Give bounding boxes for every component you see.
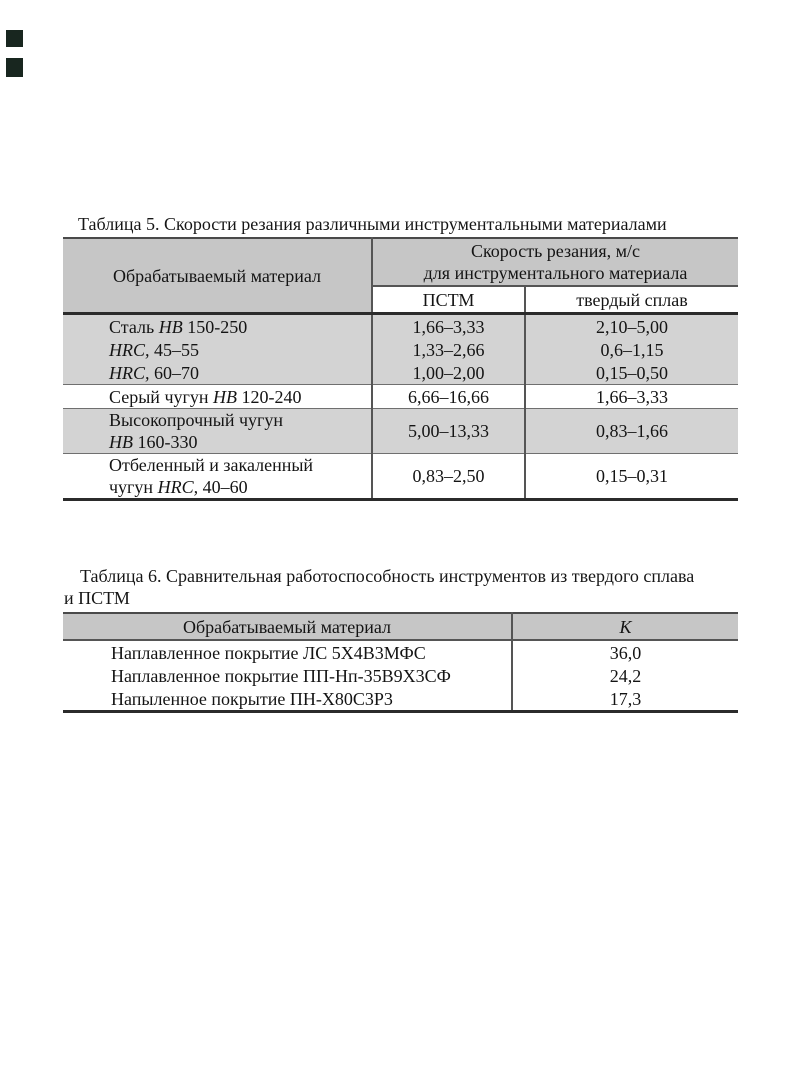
table-row (63, 361, 738, 385)
table-row (63, 385, 738, 409)
material-cell: Наплавленное покрытие ПП-Нп-35В9Х3СФ (111, 665, 451, 686)
k-value-cell: 24,2 (512, 664, 738, 687)
table6-tool-performance (63, 612, 738, 713)
table5-header-speed-line1: Скорость резания, м/с (470, 241, 641, 261)
material-cell: HRC, 45–55 (63, 338, 372, 361)
table6-title-line1: Таблица 6. Сравнительная работоспособность инструментов из твердого сплава (80, 566, 695, 586)
pstm-value-cell: 1,66–3,33 (372, 314, 525, 339)
material-cell: Отбеленный и закаленный чугун HRC, 40–60 (109, 455, 314, 497)
table6-header-k (512, 613, 738, 640)
k-value-cell: 17,3 (512, 687, 738, 712)
table-row (63, 454, 738, 500)
table-row (63, 314, 738, 339)
table5-header-row-1 (63, 238, 738, 286)
table5-title: Таблица 5. Скорости резания различными инструментальными материалами (78, 214, 667, 234)
scan-mark-square (6, 58, 23, 77)
table5-cutting-speeds (63, 237, 738, 501)
table-row (63, 664, 738, 687)
table5-header-carbide: твердый сплав (525, 286, 738, 314)
carbide-value-cell: 0,83–1,66 (525, 409, 738, 454)
pstm-value-cell: 5,00–13,33 (372, 409, 525, 454)
material-cell: Сталь HB 150-250 (63, 314, 372, 339)
pstm-value-cell: 1,33–2,66 (372, 338, 525, 361)
material-cell: Серый чугун HB 120-240 (63, 385, 372, 409)
table6-header-material: Обрабатываемый материал (63, 613, 512, 640)
scan-mark-square (6, 30, 23, 47)
table-row (63, 409, 738, 454)
table5-header-material: Обрабатываемый материал (63, 238, 372, 314)
carbide-value-cell: 1,66–3,33 (525, 385, 738, 409)
table5-header-speed-line2: для инструментального материала (423, 263, 688, 283)
carbide-value-cell: 0,6–1,15 (525, 338, 738, 361)
k-value-cell: 36,0 (512, 640, 738, 664)
table5-header-speed-group (372, 238, 738, 286)
material-cell: Наплавленное покрытие ЛС 5Х4В3МФС (111, 642, 426, 663)
table-row (63, 687, 738, 712)
table-row (63, 338, 738, 361)
carbide-value-cell: 0,15–0,50 (525, 361, 738, 385)
table5-header-pstm: ПСТМ (372, 286, 525, 314)
pstm-value-cell: 1,00–2,00 (372, 361, 525, 385)
table-row (63, 640, 738, 664)
pstm-value-cell: 6,66–16,66 (372, 385, 525, 409)
material-cell: Высокопрочный чугун HB 160-330 (63, 409, 372, 454)
pstm-value-cell: 0,83–2,50 (372, 454, 525, 500)
table5-body (63, 314, 738, 500)
carbide-value-cell: 0,15–0,31 (525, 454, 738, 500)
table6-header-row (63, 613, 738, 640)
material-cell: Напыленное покрытие ПН-Х80С3Р3 (111, 688, 393, 709)
carbide-value-cell: 2,10–5,00 (525, 314, 738, 339)
table6-body (63, 640, 738, 712)
table6-title-line2: и ПСТМ (64, 588, 130, 608)
k-coefficient-label: K (619, 616, 632, 637)
material-cell: HRC, 60–70 (63, 361, 372, 385)
